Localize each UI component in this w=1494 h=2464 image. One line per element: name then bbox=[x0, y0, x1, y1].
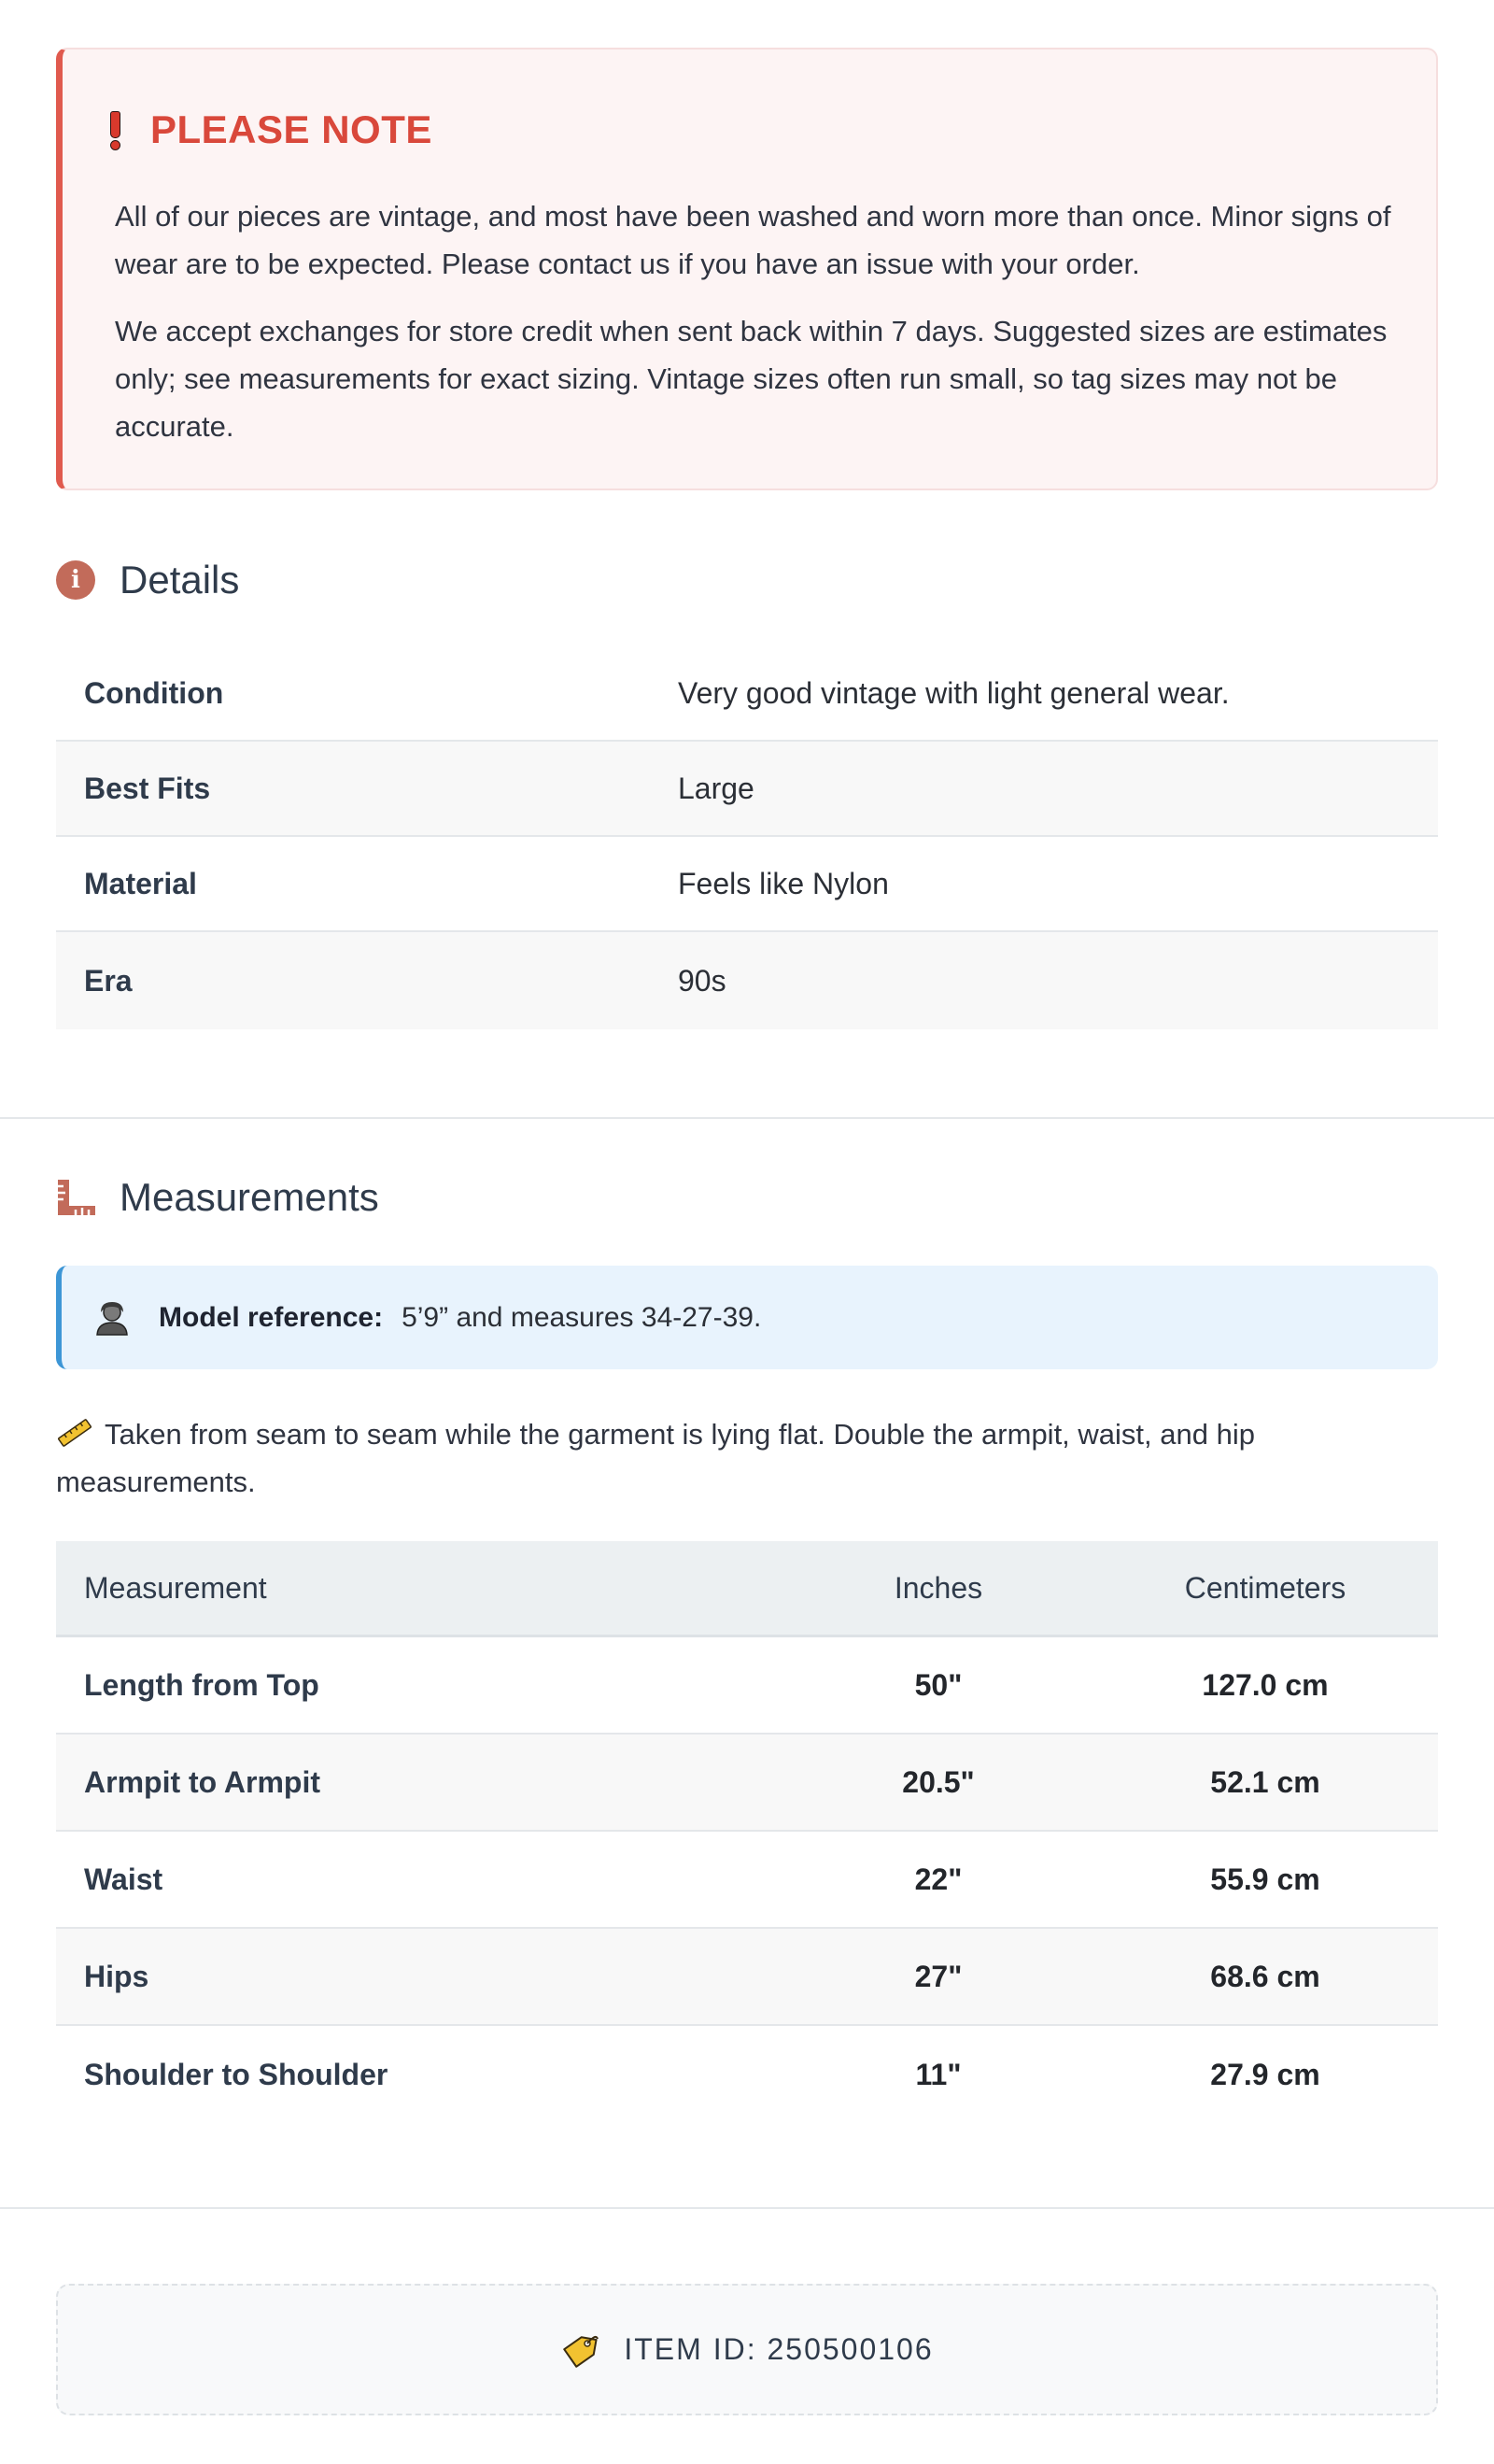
table-row bbox=[56, 837, 1438, 932]
person-icon bbox=[93, 1299, 131, 1337]
table-row bbox=[56, 646, 1438, 742]
notice-box bbox=[56, 48, 1438, 490]
exclamation-icon bbox=[109, 111, 119, 149]
hint-text: Taken from seam to seam while the garment is lying flat. Double the armpit, waist, and hip measurements. bbox=[56, 1418, 1255, 1498]
measurement-inches: 11" bbox=[915, 2057, 962, 2091]
measurement-inches: 27" bbox=[914, 1959, 963, 1993]
measurement-hint bbox=[56, 1410, 1438, 1506]
notice-paragraph-2: We accept exchanges for store credit when sent back within 7 days. Suggested sizes are estimates only; see measurements for exact sizing. Vintage sizes often run small, so tag sizes may not be accurate. bbox=[115, 315, 1388, 443]
detail-label: Material bbox=[84, 866, 197, 900]
measurement-name: Hips bbox=[84, 1959, 149, 1993]
measurement-inches: 22" bbox=[914, 1862, 963, 1896]
section-divider bbox=[0, 1117, 1494, 1119]
measurement-inches: 20.5" bbox=[902, 1764, 975, 1799]
measurement-cm: 27.9 cm bbox=[1210, 2057, 1320, 2091]
table-row bbox=[56, 932, 1438, 1029]
header-measurement: Measurement bbox=[84, 1570, 267, 1605]
table-row bbox=[56, 742, 1438, 837]
detail-label: Condition bbox=[84, 675, 224, 710]
detail-value: Feels like Nylon bbox=[678, 866, 889, 900]
model-reference bbox=[56, 1266, 1438, 1369]
measurements-table bbox=[56, 1541, 1438, 2123]
measurement-name: Waist bbox=[84, 1862, 163, 1896]
measurement-cm: 52.1 cm bbox=[1210, 1764, 1320, 1799]
tag-icon bbox=[560, 2331, 599, 2369]
table-header bbox=[56, 1541, 1438, 1637]
model-text: 5’9” and measures 34-27-39. bbox=[402, 1301, 762, 1333]
table-row bbox=[56, 1929, 1438, 2026]
detail-label: Best Fits bbox=[84, 771, 211, 805]
measurement-name: Armpit to Armpit bbox=[84, 1764, 321, 1799]
measurement-cm: 127.0 cm bbox=[1202, 1667, 1329, 1702]
detail-value: 90s bbox=[678, 963, 726, 998]
details-title: Details bbox=[120, 558, 240, 602]
measurements-title: Measurements bbox=[120, 1175, 379, 1219]
info-icon: i bbox=[56, 560, 95, 600]
table-row bbox=[56, 1832, 1438, 1929]
measurement-cm: 55.9 cm bbox=[1210, 1862, 1320, 1896]
table-row bbox=[56, 1735, 1438, 1832]
section-divider bbox=[0, 2207, 1494, 2209]
notice-title bbox=[109, 107, 432, 152]
measurements-heading bbox=[56, 1175, 379, 1220]
table-row bbox=[56, 1637, 1438, 1735]
details-table bbox=[56, 646, 1438, 1029]
detail-label: Era bbox=[84, 963, 133, 998]
measurement-inches: 50" bbox=[914, 1667, 963, 1702]
table-body bbox=[56, 1637, 1438, 2123]
pencil-icon bbox=[56, 1418, 93, 1448]
item-id-box bbox=[56, 2284, 1438, 2415]
header-inches: Inches bbox=[894, 1570, 983, 1605]
detail-value: Very good vintage with light general wear. bbox=[678, 675, 1230, 710]
header-centimeters: Centimeters bbox=[1184, 1570, 1346, 1605]
detail-value: Large bbox=[678, 771, 754, 805]
notice-paragraph-1: All of our pieces are vintage, and most have been washed and worn more than once. Minor signs of wear are to be expected. Please contact us if you have an issue with your order. bbox=[115, 200, 1391, 280]
table-row bbox=[56, 2026, 1438, 2123]
details-heading bbox=[56, 558, 239, 602]
measurement-name: Length from Top bbox=[84, 1667, 319, 1702]
measurement-name: Shoulder to Shoulder bbox=[84, 2057, 388, 2091]
ruler-icon bbox=[56, 1178, 97, 1217]
model-label: Model reference: bbox=[159, 1301, 384, 1333]
measurement-cm: 68.6 cm bbox=[1210, 1959, 1320, 1993]
item-id-text: ITEM ID: 250500106 bbox=[624, 2332, 934, 2366]
notice-title-text: PLEASE NOTE bbox=[150, 107, 432, 151]
